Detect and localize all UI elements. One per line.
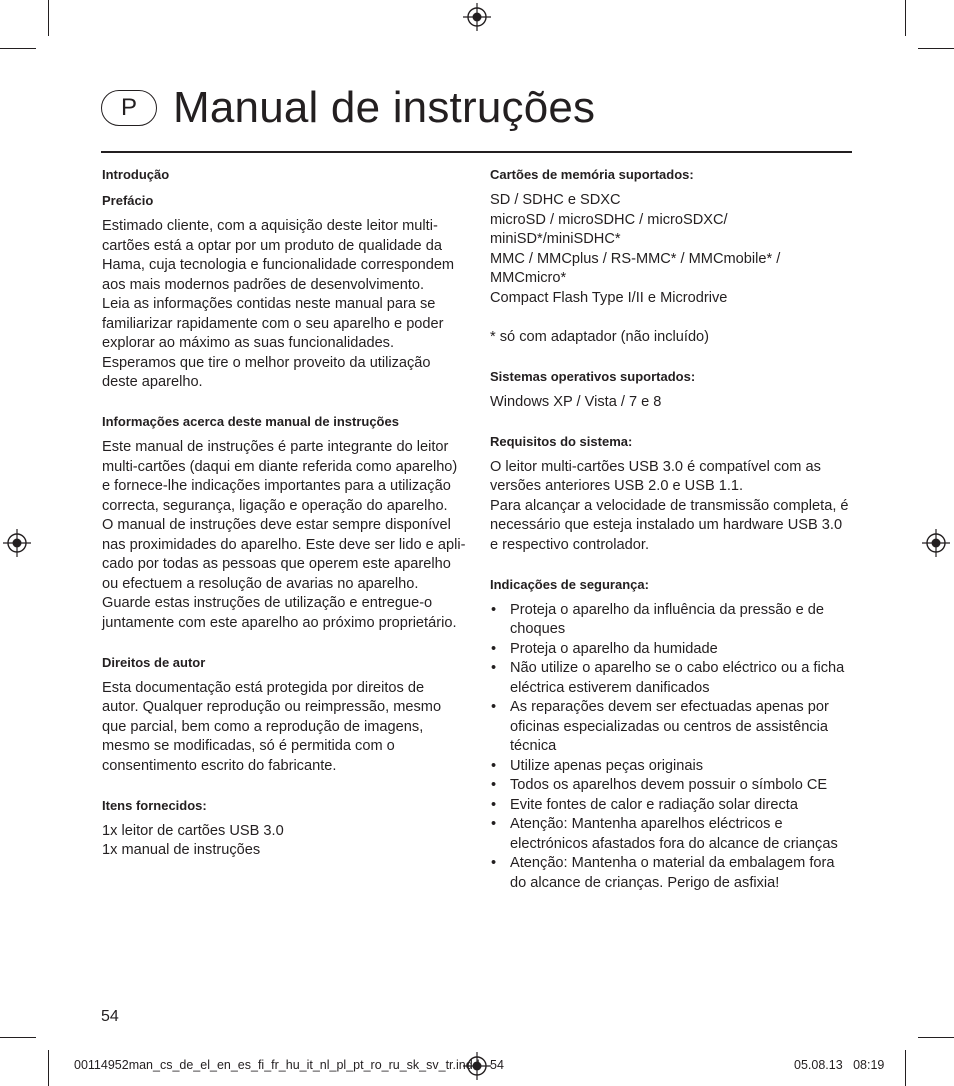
copyright-text: Esta documentação está protegida por direitos de autor. Qualquer reprodução ou reimpressão, mesmo que parcial, bem como a reprodução de imagens, mesmo se modificadas, só é permitida com o consentimento escrito do fabricante.	[102, 679, 442, 774]
copyright-heading: Direitos de autor	[102, 654, 206, 670]
safety-heading: Indicações de segurança:	[490, 576, 649, 592]
registration-mark-icon	[3, 529, 31, 557]
supplied-items-text: 1x leitor de cartões USB 3.0 1x manual de instruções	[102, 822, 284, 858]
list-item: • As reparações devem ser efectuadas apenas por oficinas especializadas ou centros de assistência técnica	[490, 698, 855, 757]
list-item: • Proteja o aparelho da humidade	[490, 640, 855, 660]
registration-mark-icon	[922, 529, 950, 557]
list-item: • Todos os aparelhos devem possuir o símbolo CE	[490, 776, 855, 796]
page-header	[101, 80, 595, 136]
memory-cards-note: * só com adaptador (não incluído)	[490, 328, 710, 345]
crop-mark	[905, 1050, 906, 1086]
manual-info-heading: Informações acerca deste manual de instruções	[102, 414, 399, 429]
intro-heading: Introdução	[102, 167, 170, 182]
safety-list	[490, 601, 855, 894]
crop-mark	[48, 0, 49, 36]
supplied-items-heading: Itens fornecidos:	[102, 797, 207, 813]
list-item: • Evite fontes de calor e radiação solar directa	[490, 796, 855, 816]
crop-mark	[918, 48, 954, 49]
print-slug-datetime: 05.08.13 08:19	[794, 1058, 885, 1072]
page-number: 54	[101, 1008, 119, 1025]
list-item: • Atenção: Mantenha aparelhos eléctricos e electrónicos afastados fora do alcance de crianças	[490, 815, 855, 854]
manual-info-text: Este manual de instruções é parte integrante do leitor multi-cartões (daqui em diante referida como aparelho) e fornece-lhe indicações importantes para a utilização correcta, segurança, ligação e operação do aparelho. O manual de instruções deve estar sempre disponível nas proximidades do aparelho. Este deve ser lido e apli- cado por todas as pessoas que operem este aparelho ou efectuem a resolução de avarias no aparelho. Guarde estas instruções de utilização e entregue-o juntamente com este aparelho ao próximo proprietário.	[102, 439, 466, 631]
crop-mark	[918, 1037, 954, 1038]
list-item: • Utilize apenas peças originais	[490, 757, 855, 777]
requirements-heading: Requisitos do sistema:	[490, 433, 633, 449]
list-item: • Proteja o aparelho da influência da pressão e de choques	[490, 601, 855, 640]
crop-mark	[48, 1050, 49, 1086]
page-title: Manual de instruções	[173, 83, 596, 132]
crop-mark	[905, 0, 906, 36]
memory-cards-heading: Cartões de memória suportados:	[490, 167, 694, 182]
os-text: Windows XP / Vista / 7 e 8	[490, 393, 662, 410]
crop-mark	[0, 1037, 36, 1038]
preface-heading: Prefácio	[102, 193, 154, 208]
preface-text: Estimado cliente, com a aquisição deste leitor multi- cartões está a optar por um produto de qualidade da Hama, cuja tecnologia e funcionalidade correspondem aos mais modernos padrões de desenvolvimento. Leia as informações contidas neste manual para se familiarizar rapidamente com o seu aparelho e poder explorar ao máximo as suas funcionalidades. Esperamos que tire o melhor proveito da utilização deste aparelho.	[102, 218, 455, 390]
list-item: • Não utilize o aparelho se o cabo eléctrico ou a ficha eléctrica estiverem danificados	[490, 659, 855, 698]
left-column	[102, 165, 467, 861]
language-badge: P	[101, 90, 157, 126]
list-item: • Atenção: Mantenha o material da embalagem fora do alcance de crianças. Perigo de asfixia!	[490, 854, 855, 893]
print-slug-filename: 00114952man_cs_de_el_en_es_fi_fr_hu_it_nl_pl_pt_ro_ru_sk_sv_tr.indd 54	[74, 1058, 504, 1072]
title-rule	[101, 151, 852, 153]
memory-cards-text: SD / SDHC e SDXC microSD / microSDHC / microSDXC/ miniSD*/miniSDHC* MMC / MMCplus / RS-MMC* / MMCmobile* / MMCmicro* Compact Flash Type I/II e Microdrive	[490, 192, 781, 306]
os-heading: Sistemas operativos suportados:	[490, 368, 696, 384]
registration-mark-icon	[463, 3, 491, 31]
crop-mark	[0, 48, 36, 49]
requirements-text: O leitor multi-cartões USB 3.0 é compatível com as versões anteriores USB 2.0 e USB 1.1. Para alcançar a velocidade de transmissão completa, é necessário que esteja instalado um hardware USB 3.0 e respectivo controlador.	[490, 458, 849, 553]
right-column	[490, 165, 855, 893]
